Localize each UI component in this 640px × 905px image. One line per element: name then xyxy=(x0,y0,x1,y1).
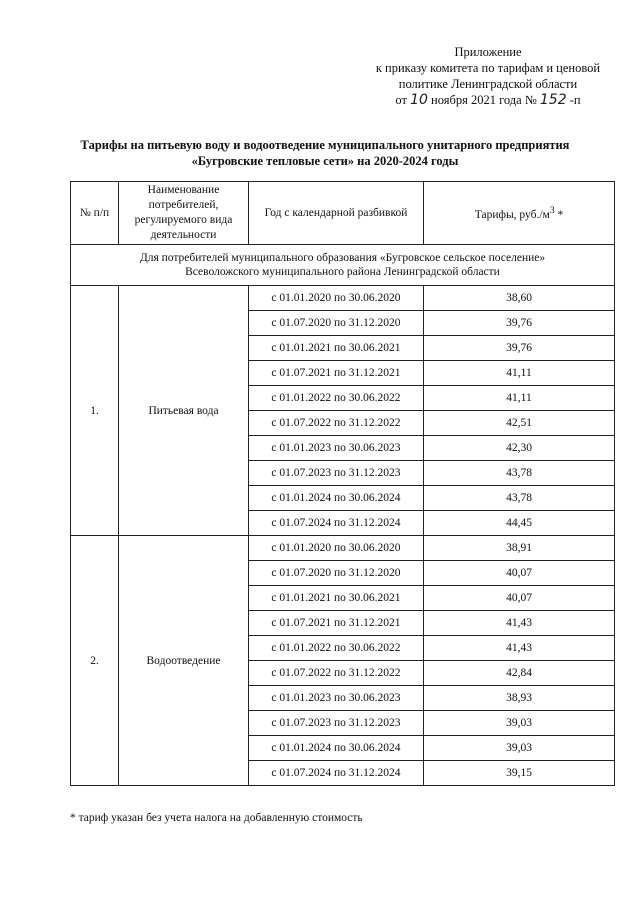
header-name: Наименование потребителей, регулируемого вида деятельности xyxy=(119,182,249,245)
period-cell: с 01.07.2021 по 31.12.2021 xyxy=(249,611,424,636)
tariff-value-cell: 40,07 xyxy=(424,586,615,611)
period-cell: с 01.07.2022 по 31.12.2022 xyxy=(249,661,424,686)
tariff-value-cell: 39,03 xyxy=(424,736,615,761)
period-cell: с 01.01.2022 по 30.06.2022 xyxy=(249,386,424,411)
period-cell: с 01.01.2021 по 30.06.2021 xyxy=(249,336,424,361)
period-cell: с 01.01.2020 по 30.06.2020 xyxy=(249,536,424,561)
period-cell: с 01.07.2022 по 31.12.2022 xyxy=(249,411,424,436)
period-cell: с 01.07.2024 по 31.12.2024 xyxy=(249,511,424,536)
period-cell: с 01.07.2021 по 31.12.2021 xyxy=(249,361,424,386)
tariff-value-cell: 39,76 xyxy=(424,311,615,336)
period-cell: с 01.01.2024 по 30.06.2024 xyxy=(249,736,424,761)
tariff-value-cell: 38,60 xyxy=(424,286,615,311)
tariff-value-cell: 44,45 xyxy=(424,511,615,536)
group-name: Питьевая вода xyxy=(119,286,249,536)
period-cell: с 01.07.2020 по 31.12.2020 xyxy=(249,311,424,336)
appendix-committee-line: политике Ленинградской области xyxy=(398,77,578,91)
header-period: Год с календарной разбивкой xyxy=(249,182,424,245)
period-cell: с 01.01.2023 по 30.06.2023 xyxy=(249,436,424,461)
tariff-value-cell: 41,43 xyxy=(424,636,615,661)
order-suffix: -п xyxy=(569,93,581,107)
tariff-value-cell: 42,84 xyxy=(424,661,615,686)
appendix-date-line xyxy=(360,92,616,108)
tariff-value-cell: 38,93 xyxy=(424,686,615,711)
group-name: Водоотведение xyxy=(119,536,249,786)
header-tariff-text: Тарифы, руб./м xyxy=(474,208,550,221)
tariff-value-cell: 39,15 xyxy=(424,761,615,786)
title-line-2: «Бугровские тепловые сети» на 2020-2024 годы xyxy=(191,154,459,168)
period-cell: с 01.01.2024 по 30.06.2024 xyxy=(249,486,424,511)
header-num: № п/п xyxy=(71,182,119,245)
appendix-order-line: к приказу комитета по тарифам и ценовой xyxy=(375,61,601,75)
header-tariff-sup: 3 xyxy=(549,205,555,217)
tariff-value-cell: 39,03 xyxy=(424,711,615,736)
tariff-value-cell: 41,11 xyxy=(424,361,615,386)
period-cell: с 01.07.2020 по 31.12.2020 xyxy=(249,561,424,586)
period-cell: с 01.07.2023 по 31.12.2023 xyxy=(249,711,424,736)
tariff-table xyxy=(70,181,615,786)
section-row xyxy=(71,245,615,286)
table-row xyxy=(71,286,615,311)
date-prefix: от xyxy=(395,93,407,107)
document-title xyxy=(40,137,610,169)
group-number: 2. xyxy=(71,536,119,786)
tariff-value-cell: 42,51 xyxy=(424,411,615,436)
period-cell: с 01.01.2022 по 30.06.2022 xyxy=(249,636,424,661)
appendix-block xyxy=(360,44,616,108)
tariff-value-cell: 39,76 xyxy=(424,336,615,361)
tariff-value-cell: 41,43 xyxy=(424,611,615,636)
period-cell: с 01.01.2021 по 30.06.2021 xyxy=(249,586,424,611)
tariff-value-cell: 40,07 xyxy=(424,561,615,586)
date-month-year: ноября 2021 года № xyxy=(431,93,537,107)
tariff-value-cell: 43,78 xyxy=(424,486,615,511)
period-cell: с 01.07.2023 по 31.12.2023 xyxy=(249,461,424,486)
footnote: * тариф указан без учета налога на добавленную стоимость xyxy=(70,812,363,824)
tariff-value-cell: 43,78 xyxy=(424,461,615,486)
group-number: 1. xyxy=(71,286,119,536)
section-line-2: Всеволожского муниципального района Ленинградской области xyxy=(185,266,500,278)
period-cell: с 01.07.2024 по 31.12.2024 xyxy=(249,761,424,786)
appendix-title: Приложение xyxy=(454,45,522,59)
header-tariff xyxy=(424,182,615,245)
period-cell: с 01.01.2020 по 30.06.2020 xyxy=(249,286,424,311)
table-row xyxy=(71,536,615,561)
handwritten-order-number: 152 xyxy=(539,92,567,108)
tariff-value-cell: 42,30 xyxy=(424,436,615,461)
tariff-value-cell: 38,91 xyxy=(424,536,615,561)
table-header-row xyxy=(71,182,615,245)
handwritten-day: 10 xyxy=(410,92,428,108)
title-line-1: Тарифы на питьевую воду и водоотведение муниципального унитарного предприятия xyxy=(80,138,570,152)
tariff-value-cell: 41,11 xyxy=(424,386,615,411)
period-cell: с 01.01.2023 по 30.06.2023 xyxy=(249,686,424,711)
section-cell xyxy=(71,245,615,286)
header-tariff-star: * xyxy=(554,208,564,221)
section-line-1: Для потребителей муниципального образования «Бугровское сельское поселение» xyxy=(139,252,546,264)
